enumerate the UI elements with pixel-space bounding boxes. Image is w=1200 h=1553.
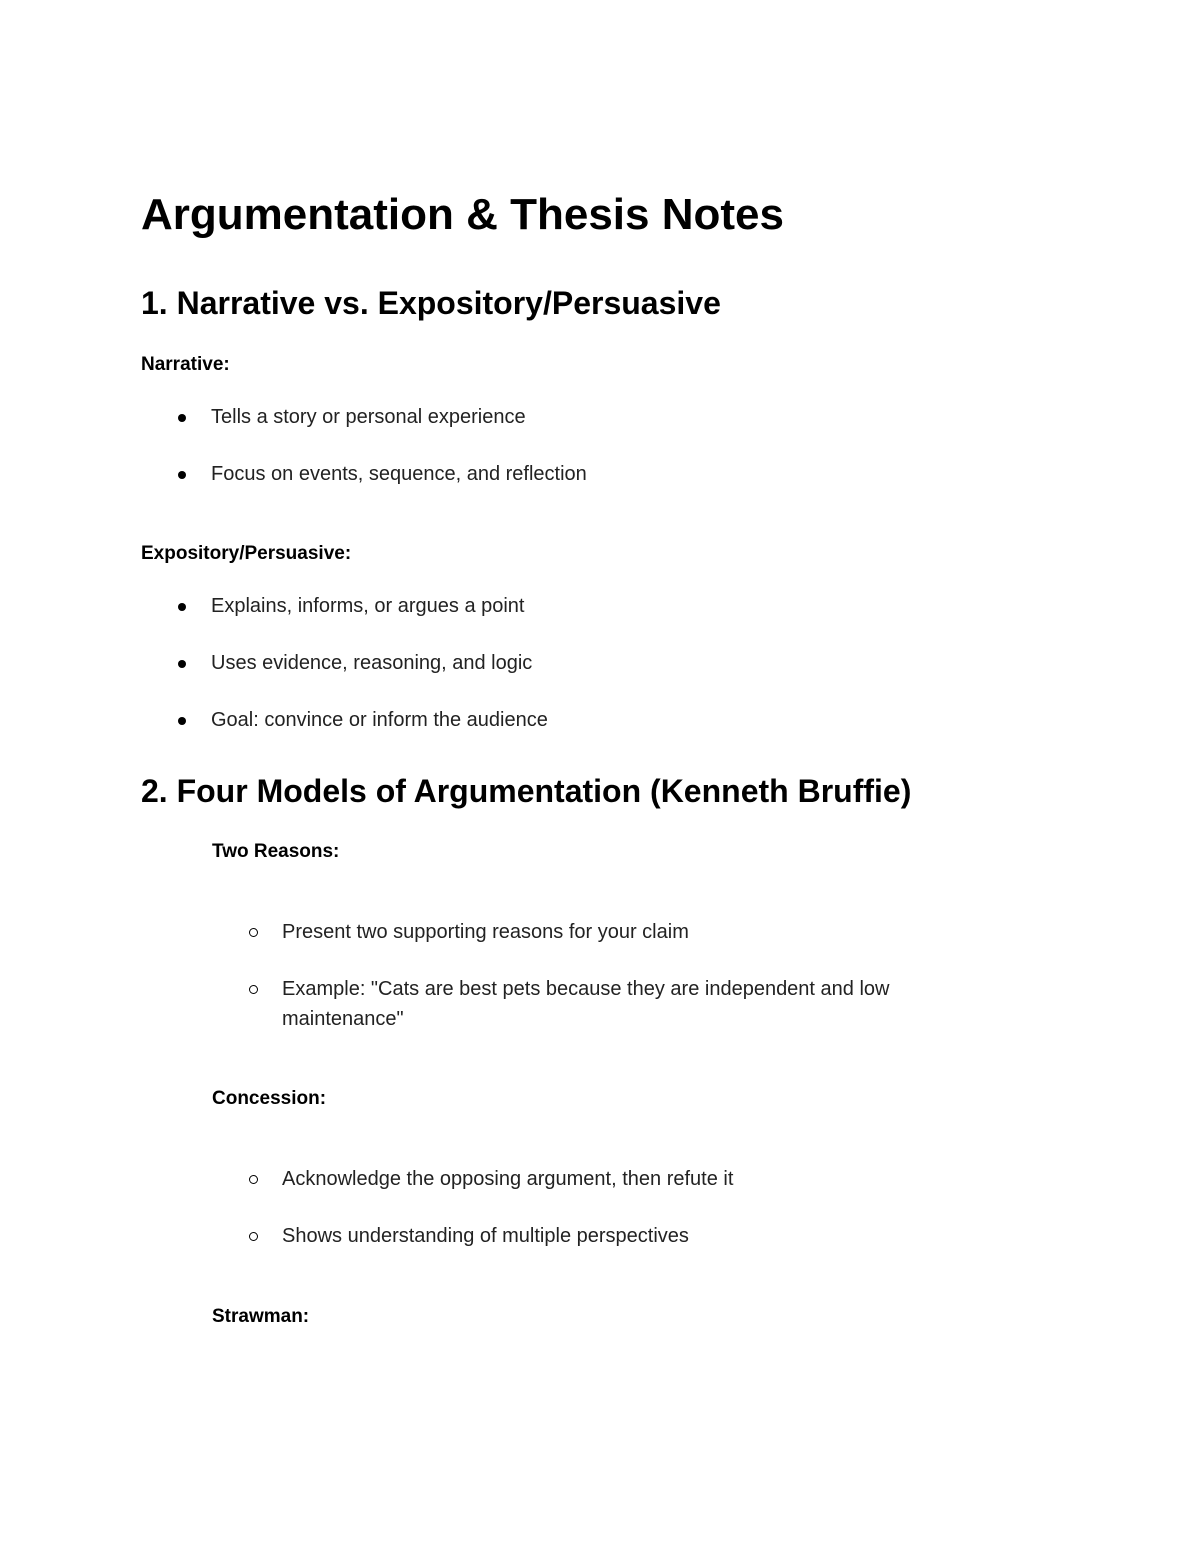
bullet-disc-icon xyxy=(178,717,186,725)
bullet-disc-icon xyxy=(178,471,186,479)
document-title: Argumentation & Thesis Notes xyxy=(141,190,784,239)
group-label-concession: Concession: xyxy=(212,1088,327,1109)
bullet-circle-icon xyxy=(249,1232,258,1241)
group-label-two-reasons: Two Reasons: xyxy=(212,841,340,862)
section-heading-four-models: 2. Four Models of Argumentation (Kenneth Bruffie) xyxy=(141,773,912,809)
bullet-circle-icon xyxy=(249,928,258,937)
list-item: Explains, informs, or argues a point xyxy=(211,595,525,617)
group-label-narrative: Narrative: xyxy=(141,354,230,375)
bullet-circle-icon xyxy=(249,1175,258,1184)
list-item: Focus on events, sequence, and reflection xyxy=(211,463,587,485)
list-item: Tells a story or personal experience xyxy=(211,406,526,428)
group-label-expository-persuasive: Expository/Persuasive: xyxy=(141,543,352,564)
list-item: Present two supporting reasons for your claim xyxy=(282,921,689,943)
bullet-disc-icon xyxy=(178,660,186,668)
section-heading-narrative-vs-expository: 1. Narrative vs. Expository/Persuasive xyxy=(141,285,721,321)
bullet-circle-icon xyxy=(249,985,258,994)
list-item: Uses evidence, reasoning, and logic xyxy=(211,652,533,674)
list-item: Goal: convince or inform the audience xyxy=(211,709,548,731)
bullet-disc-icon xyxy=(178,603,186,611)
list-item: Shows understanding of multiple perspectives xyxy=(282,1225,689,1247)
group-label-strawman: Strawman: xyxy=(212,1306,310,1327)
list-item: Acknowledge the opposing argument, then refute it xyxy=(282,1168,734,1190)
list-item: Example: "Cats are best pets because they are independent and low maintenance" xyxy=(282,978,890,1030)
bullet-disc-icon xyxy=(178,414,186,422)
